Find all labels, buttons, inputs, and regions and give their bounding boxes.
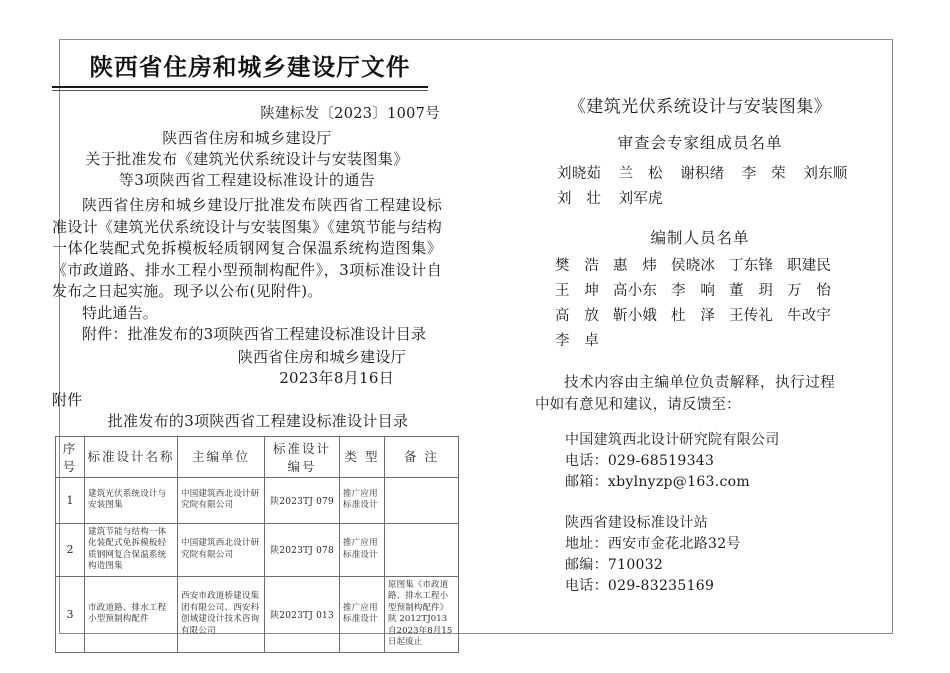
contact-postcode: 邮编：710032 (565, 557, 664, 573)
reviewers-list (535, 162, 865, 212)
table-row (56, 576, 459, 652)
compiler-name: 李 卓 (555, 333, 600, 349)
table-row (56, 523, 459, 576)
compiler-name: 万 怡 (787, 283, 832, 299)
compiler-name: 牛改宇 (787, 308, 832, 324)
reviewers-heading: 审查会专家组成员名单 (617, 134, 783, 152)
cell-code: 陕2023TJ 079 (265, 477, 340, 523)
reviewer-name: 刘军虎 (618, 191, 663, 207)
col-header-type: 类 型 (340, 436, 385, 477)
compiler-name: 王 坤 (555, 283, 600, 299)
cell-index: 3 (56, 576, 85, 652)
compiler-name: 侯晓冰 (671, 258, 716, 274)
official-notice-column (52, 48, 453, 653)
compiler-name: 杜 泽 (671, 308, 716, 324)
table-header-row (56, 436, 459, 477)
reviewer-name: 刘晓茹 (557, 166, 602, 182)
document-title: 陕西省住房和城乡建设厅文件 (89, 53, 411, 81)
table-body (56, 477, 459, 652)
reviewer-name (803, 187, 865, 212)
contact-secondary (535, 513, 865, 597)
reviewer-name: 李 荣 (741, 166, 786, 182)
compiler-name: 高小东 (613, 283, 658, 299)
subject-line-2: 等3项陕西省工程建设标准设计的通告 (118, 171, 376, 189)
issuer-line: 陕西省住房和城乡建设厅 (162, 129, 332, 147)
body-paragraph: 陕西省住房和城乡建设厅批准发布陕西省工程建设标准设计《建筑光伏系统设计与安装图集》《建筑节能与结构一体化装配式免拆模板轻质钢网复合保温系统构造图集》《市政道路、排水工程小型预制构配件》，3项标准设计自发布之日起实施。现予以公布(见附件)。 (52, 196, 442, 300)
standards-catalog-table (55, 436, 459, 653)
compiler-name: 靳小娥 (613, 308, 658, 324)
table-row (56, 477, 459, 523)
compilers-heading: 编制人员名单 (650, 229, 750, 247)
cell-code: 陕2023TJ 078 (265, 523, 340, 576)
contact-organization: 陕西省建设标准设计站 (565, 515, 708, 531)
col-header-unit: 主编单位 (178, 436, 265, 477)
cell-note (385, 523, 459, 576)
compiler-name: 王传礼 (729, 308, 774, 324)
subject-line-1: 关于批准发布《建筑光伏系统设计与安装图集》 (85, 150, 409, 168)
contact-primary (535, 430, 865, 493)
reviewer-name: 谢积绪 (680, 166, 725, 182)
interpretation-notice: 技术内容由主编单位负责解释，执行过程中如有意见和建议，请反馈至： (535, 375, 835, 413)
subject-block (52, 128, 442, 191)
atlas-title: 《建筑光伏系统设计与安装图集》 (568, 97, 832, 117)
cell-unit: 中国建筑西北设计研究院有限公司 (178, 477, 265, 523)
attachment-line: 附件：批准发布的3项陕西省工程建设标准设计目录 (82, 325, 427, 343)
cell-note: 原图集《市政道路、排水工程小型预制构配件》 陕 2012TJ013自2023年8月15日起废止 (385, 576, 459, 652)
col-header-index: 序号 (56, 436, 85, 477)
attachment-label: 附件 (52, 390, 83, 409)
reviewer-name: 刘 壮 (557, 191, 602, 207)
cell-name: 市政道路、排水工程小型预制构配件 (85, 576, 178, 652)
compiler-name (671, 329, 729, 354)
cell-code: 陕2023TJ 013 (265, 576, 340, 652)
table-header (56, 436, 459, 477)
reviewer-name (742, 187, 804, 212)
compiler-row (535, 279, 865, 304)
compiler-name: 高 放 (555, 308, 600, 324)
col-header-note: 备 注 (385, 436, 459, 477)
cell-unit: 中国建筑西北设计研究院有限公司 (178, 523, 265, 576)
compiler-row (535, 304, 865, 329)
contact-phone: 电话：029-83235169 (565, 578, 715, 594)
reviewer-row (535, 187, 865, 212)
cell-type: 推广应用标准设计 (340, 523, 385, 576)
compiler-row (535, 254, 865, 279)
cell-index: 2 (56, 523, 85, 576)
compiler-name: 惠 炜 (613, 258, 658, 274)
contact-email: 邮箱：xbylnyzp@163.com (565, 474, 750, 490)
col-header-code: 标准设计编号 (265, 436, 340, 477)
reviewer-row (535, 162, 865, 187)
atlas-credits-column (535, 92, 865, 597)
compiler-name: 李 响 (671, 283, 716, 299)
reviewer-name: 兰 松 (618, 166, 663, 182)
reviewer-name (680, 187, 742, 212)
signer-name: 陕西省住房和城乡建设厅 (237, 347, 406, 366)
compiler-name (613, 329, 671, 354)
sign-date: 2023年8月16日 (279, 369, 394, 387)
cell-index: 1 (56, 477, 85, 523)
cell-type: 推广应用标准设计 (340, 576, 385, 652)
cell-unit: 西安市政道桥建设集团有限公司、西安科创域建设计技术咨询有限公司 (178, 576, 265, 652)
compiler-name (787, 329, 845, 354)
document-number: 陕建标发〔2023〕1007号 (260, 106, 440, 122)
compiler-name: 董 玥 (729, 283, 774, 299)
contact-phone: 电话：029-68519343 (565, 453, 715, 469)
table-caption: 批准发布的3项陕西省工程建设标准设计目录 (107, 412, 409, 430)
compiler-name (729, 329, 787, 354)
closing-notice: 特此通告。 (82, 303, 159, 322)
compiler-name: 樊 浩 (555, 258, 600, 274)
compiler-name: 职建民 (787, 258, 832, 274)
title-divider (52, 86, 428, 91)
compiler-row (535, 329, 865, 354)
contact-address: 地址：西安市金花北路32号 (565, 536, 741, 552)
cell-note (385, 477, 459, 523)
cell-name: 建筑光伏系统设计与安装图集 (85, 477, 178, 523)
compilers-list (535, 254, 865, 354)
reviewer-name: 刘东顺 (803, 166, 848, 182)
compiler-name: 丁东锋 (729, 258, 774, 274)
contact-organization: 中国建筑西北设计研究院有限公司 (565, 432, 780, 448)
cell-name: 建筑节能与结构一体化装配式免拆模板轻质钢网复合保温系统构造图集 (85, 523, 178, 576)
col-header-name: 标准设计名称 (85, 436, 178, 477)
cell-type: 推广应用标准设计 (340, 477, 385, 523)
